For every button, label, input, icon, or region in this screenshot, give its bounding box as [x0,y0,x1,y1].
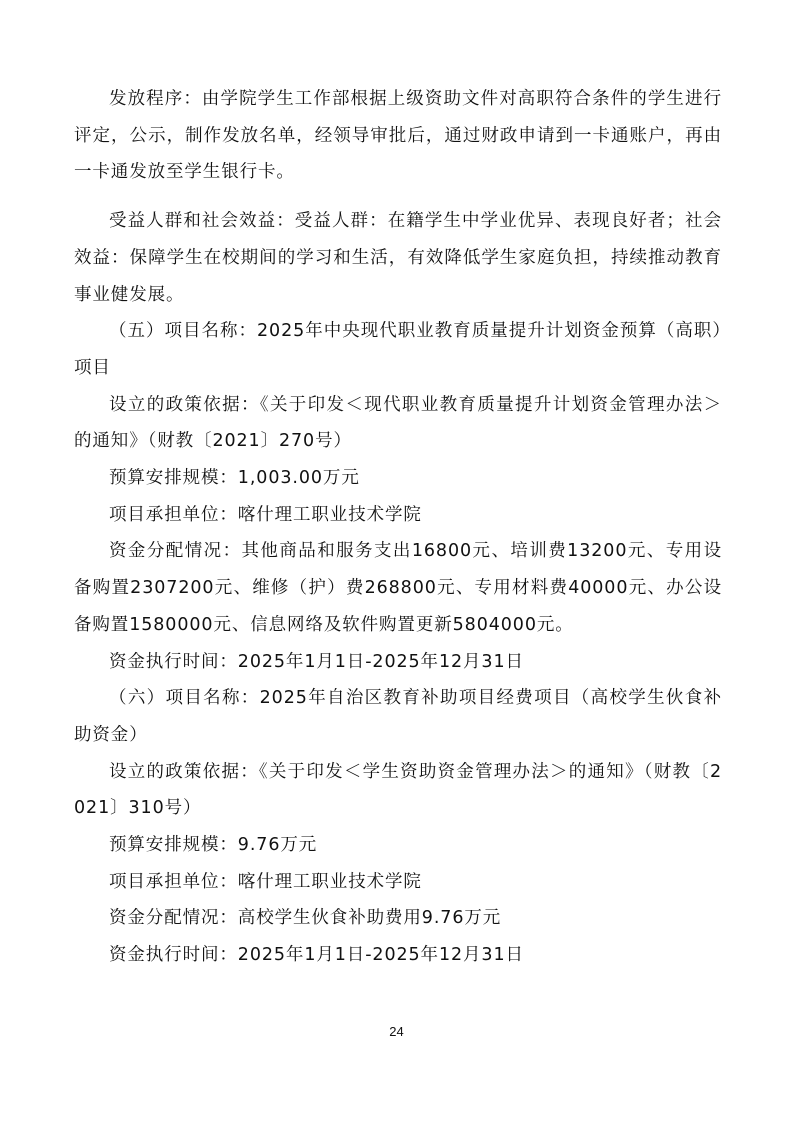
paragraph-project-5-execution-time: 资金执行时间：2025年1月1日-2025年12月31日 [109,651,524,672]
paragraph-project-6-undertaking-unit: 项目承担单位：喀什理工职业技术学院 [109,871,422,892]
paragraph-project-5-budget-scale: 预算安排规模：1,003.00万元 [109,468,360,489]
paragraph-project-6-execution-time: 资金执行时间：2025年1月1日-2025年12月31日 [109,945,524,966]
paragraph-project-5-fund-allocation: 资金分配情况：其他商品和服务支出16800元、培训费13200元、专用设备购置2307200元、维修（护）费268800元、专用材料费40000元、办公设备购置1580000元、信息网络及软件购置更新5804000元。 [74,541,722,635]
paragraph-issuance-procedure: 发放程序：由学院学生工作部根据上级资助文件对高职符合条件的学生进行评定，公示，制作发放名单，经领导审批后，通过财政申请到一卡通账户，再由一卡通发放至学生银行卡。 [74,89,722,183]
paragraph-beneficiaries: 受益人群和社会效益：受益人群：在籍学生中学业优异、表现良好者；社会效益：保障学生在校期间的学习和生活，有效降低学生家庭负担，持续推动教育事业健发展。 [74,211,722,305]
paragraph-project-5-title: （五）项目名称：2025年中央现代职业教育质量提升计划资金预算（高职）项目 [74,321,722,378]
paragraph-project-6-fund-allocation: 资金分配情况：高校学生伙食补助费用9.76万元 [109,908,502,929]
paragraph-project-5-undertaking-unit: 项目承担单位：喀什理工职业技术学院 [109,504,422,525]
page-number: 24 [389,1024,404,1039]
paragraph-project-6-policy-basis: 设立的政策依据：《关于印发＜学生资助资金管理办法＞的通知》（财教〔2021〕310号） [74,761,722,819]
paragraph-project-6-title: （六）项目名称：2025年自治区教育补助项目经费项目（高校学生伙食补助资金） [74,688,722,745]
paragraph-project-6-budget-scale: 预算安排规模：9.76万元 [109,835,318,856]
page-body [74,81,722,974]
paragraph-project-5-policy-basis: 设立的政策依据：《关于印发＜现代职业教育质量提升计划资金管理办法＞的通知》（财教〔2021〕270号） [74,394,722,452]
